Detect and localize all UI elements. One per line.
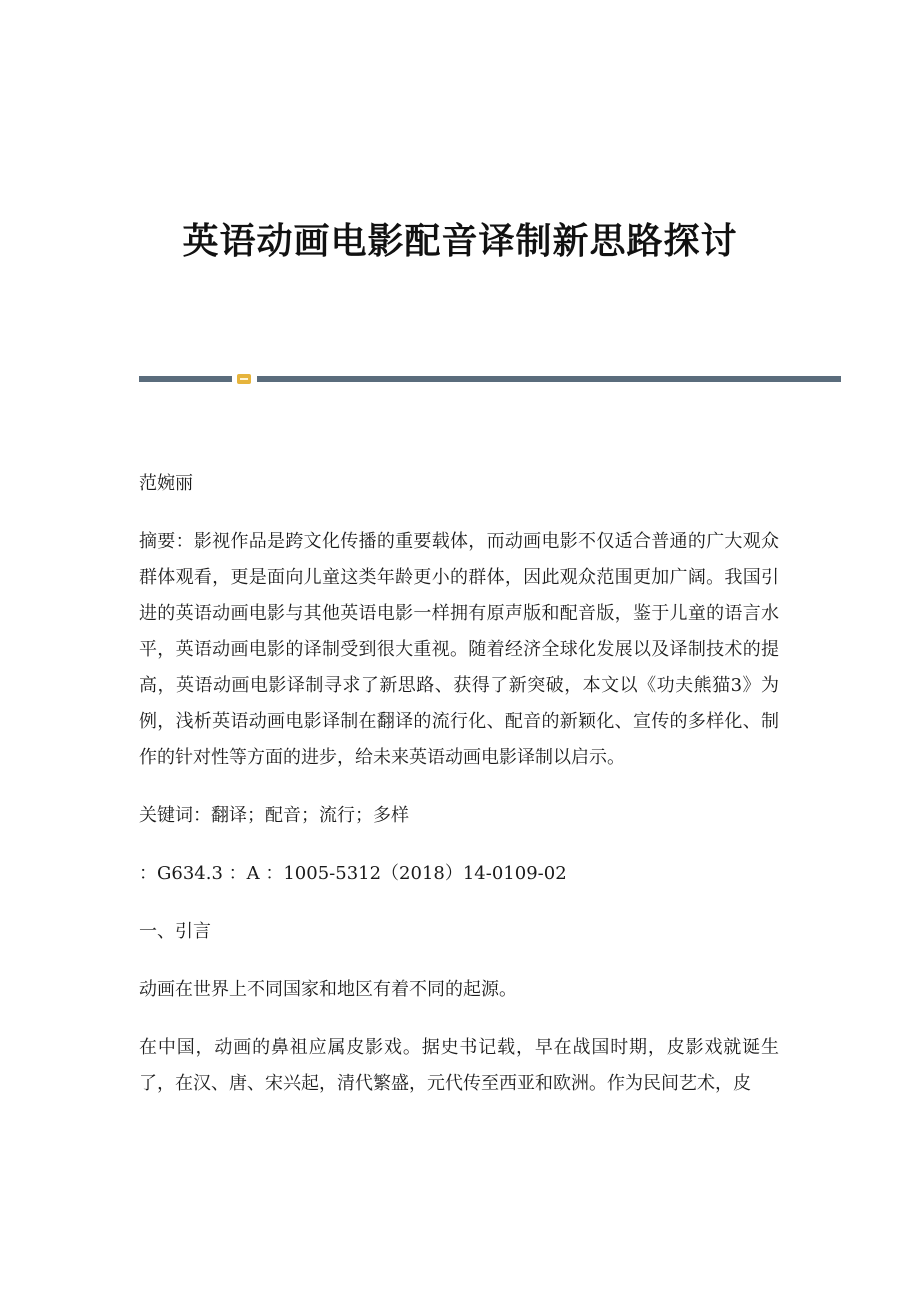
classification-info: ：G634.3 ：A ：1005-5312（2018）14-0109-02: [139, 863, 567, 884]
document-body: [139, 466, 779, 1102]
title-divider: [139, 374, 841, 384]
section-heading: 一、引言: [139, 921, 211, 942]
divider-bar-left: [139, 376, 232, 382]
divider-emblem-icon: [237, 374, 251, 384]
abstract: 摘要：影视作品是跨文化传播的重要载体，而动画电影不仅适合普通的广大观众群体观看，更是面向儿童这类年龄更小的群体，因此观众范围更加广阔。我国引进的英语动画电影与其他英语电影一样拥有原声版和配音版，鉴于儿童的语言水平，英语动画电影的译制受到很大重视。随着经济全球化发展以及译制技术的提高，英语动画电影译制寻求了新思路、获得了新突破，本文以《功夫熊猫3》为例，浅析英语动画电影译制在翻译的流行化、配音的新颖化、宣传的多样化、制作的针对性等方面的进步，给未来英语动画电影译制以启示。: [139, 531, 779, 768]
keywords: 关键词：翻译；配音；流行；多样: [139, 805, 409, 826]
author: 范婉丽: [139, 473, 193, 494]
paragraph: 在中国，动画的鼻祖应属皮影戏。据史书记载，早在战国时期，皮影戏就诞生了，在汉、唐、宋兴起，清代繁盛，元代传至西亚和欧洲。作为民间艺术，皮: [139, 1037, 779, 1094]
divider-bar-right: [257, 376, 841, 382]
document-title: 英语动画电影配音译制新思路探讨: [182, 221, 738, 262]
paragraph: 动画在世界上不同国家和地区有着不同的起源。: [139, 979, 517, 1000]
